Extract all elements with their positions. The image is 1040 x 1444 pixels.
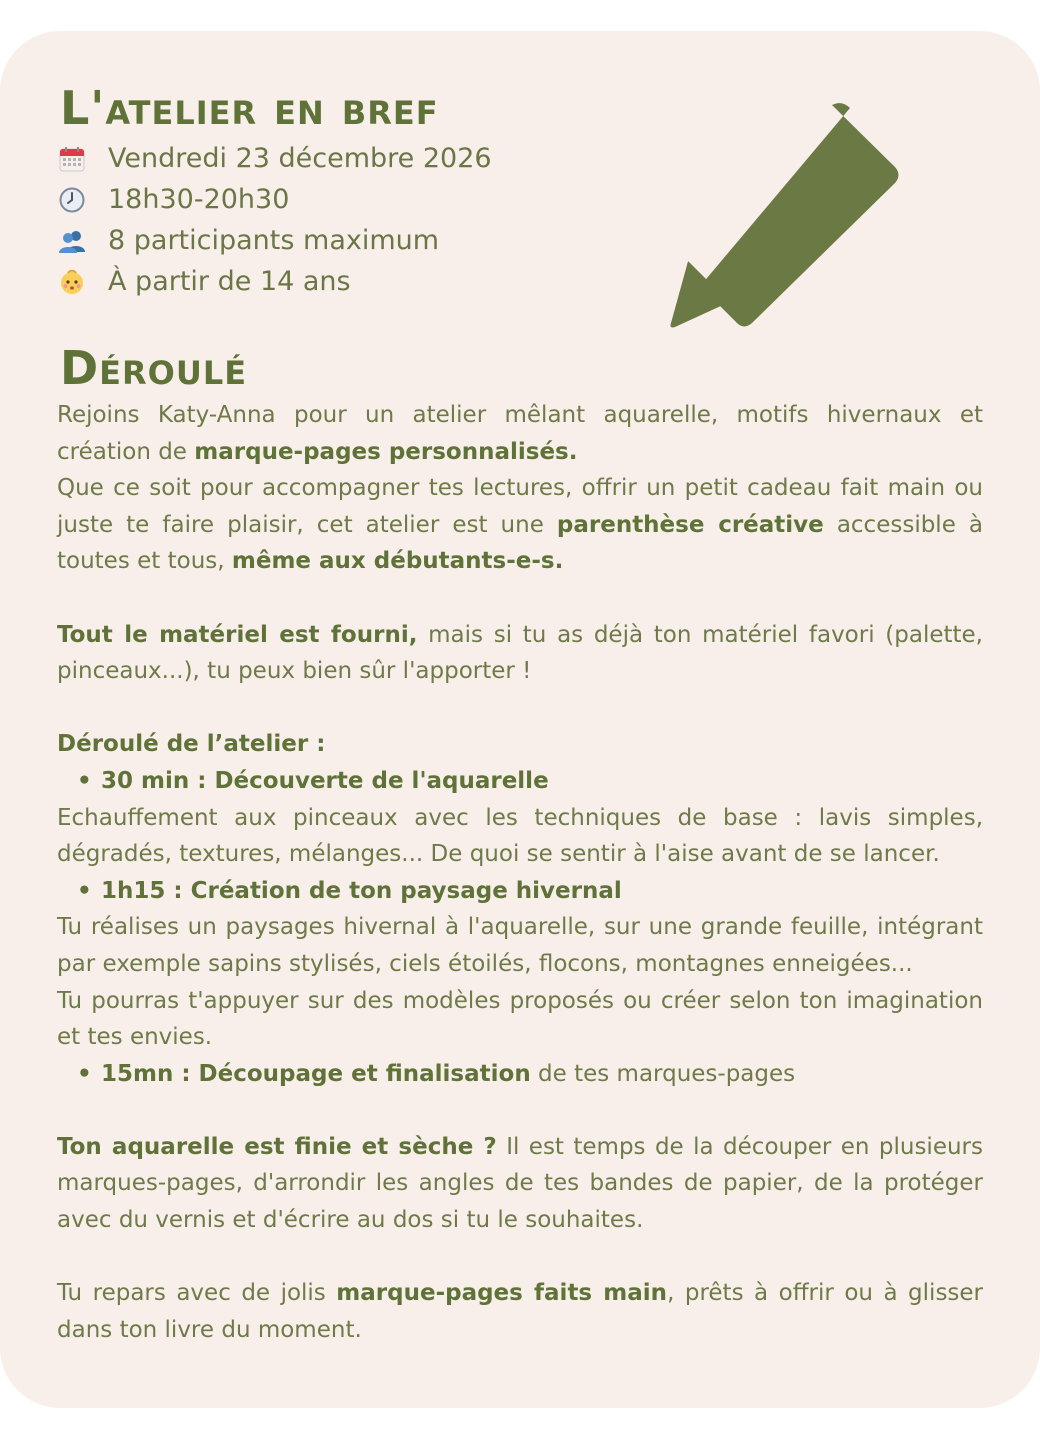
program-title bbox=[57, 726, 983, 763]
outcome-text-1: Tu repars avec de jolis bbox=[57, 1280, 337, 1307]
pencil-icon bbox=[665, 69, 915, 329]
program-step-1-text: Echauffement aux pinceaux avec les techniques de base : lavis simples, dégradés, textures, mélanges... De quoi se sentir à l'aise avant de se lancer. bbox=[57, 804, 983, 868]
calendar-icon bbox=[57, 144, 87, 174]
material-text: mais si tu as déjà ton matériel favori (palette, pinceaux...), tu peux bien sûr l'apporter ! bbox=[57, 621, 983, 685]
purpose-text-2: accessible à toutes et tous, bbox=[57, 511, 983, 575]
outcome-text-2: , prêts à offrir ou à glisser dans ton livre du moment. bbox=[57, 1280, 984, 1343]
program-step-3-rest: de tes marques-pages bbox=[530, 1060, 796, 1087]
section-title-bref: L'atelier en bref bbox=[60, 81, 439, 135]
paragraph-outcome bbox=[57, 1275, 983, 1348]
program-step-2: • 1h15 : Création de ton paysage hivernal bbox=[57, 873, 983, 910]
info-date-text: Vendredi 23 décembre 2026 bbox=[108, 143, 492, 174]
program-step-3-title: 15mn : Découpage et finalisation bbox=[101, 1060, 531, 1087]
baby-face-icon bbox=[57, 267, 87, 297]
info-item-participants bbox=[57, 220, 492, 261]
program-title-text: Déroulé de l’atelier : bbox=[57, 731, 326, 758]
paragraph-purpose bbox=[57, 470, 983, 580]
purpose-text-1: Que ce soit pour accompagner tes lectures, offrir un petit cadeau fait main ou juste te faire plaisir, cet atelier est une bbox=[57, 475, 983, 538]
info-item-age bbox=[57, 261, 492, 302]
workshop-card bbox=[0, 31, 1040, 1408]
info-item-date bbox=[57, 138, 492, 179]
info-time-text: 18h30-20h30 bbox=[108, 184, 290, 215]
purpose-highlight-2: même aux débutants-e-s. bbox=[231, 548, 564, 575]
program-step-2-text-b: Tu pourras t'appuyer sur des modèles proposés ou créer selon ton imagination et tes envies. bbox=[57, 987, 983, 1051]
info-list bbox=[57, 138, 492, 302]
paragraph-intro bbox=[57, 397, 983, 470]
people-icon bbox=[57, 226, 87, 256]
intro-text: Rejoins Katy-Anna pour un atelier mêlant aquarelle, motifs hivernaux et création de bbox=[57, 402, 983, 465]
description bbox=[57, 397, 983, 1348]
purpose-highlight-1: parenthèse créative bbox=[556, 511, 824, 538]
finish-highlight: Ton aquarelle est finie et sèche ? bbox=[57, 1133, 497, 1160]
info-age-text: À partir de 14 ans bbox=[108, 266, 351, 297]
finish-text: Il est temps de la découper en plusieurs marques-pages, d'arrondir les angles de tes bandes de papier, de la protéger avec du vernis et d'écrire au dos si tu le souhaites. bbox=[57, 1133, 983, 1234]
paragraph-material bbox=[57, 617, 983, 690]
paragraph-finish bbox=[57, 1129, 983, 1239]
program-step-3 bbox=[57, 1056, 983, 1093]
program-step-2-text-a: Tu réalises un paysages hivernal à l'aquarelle, sur une grande feuille, intégrant par exemple sapins stylisés, ciels étoilés, flocons, montagnes enneigées... bbox=[57, 914, 983, 977]
material-highlight: Tout le matériel est fourni, bbox=[57, 621, 418, 648]
info-participants-text: 8 participants maximum bbox=[108, 225, 440, 256]
intro-highlight: marque-pages personnalisés. bbox=[194, 438, 578, 465]
clock-icon bbox=[57, 185, 87, 215]
program-step-1: • 30 min : Découverte de l'aquarelle bbox=[57, 763, 983, 800]
outcome-highlight: marque-pages faits main bbox=[336, 1280, 668, 1307]
section-title-deroule: Déroulé bbox=[60, 341, 248, 395]
info-item-time bbox=[57, 179, 492, 220]
